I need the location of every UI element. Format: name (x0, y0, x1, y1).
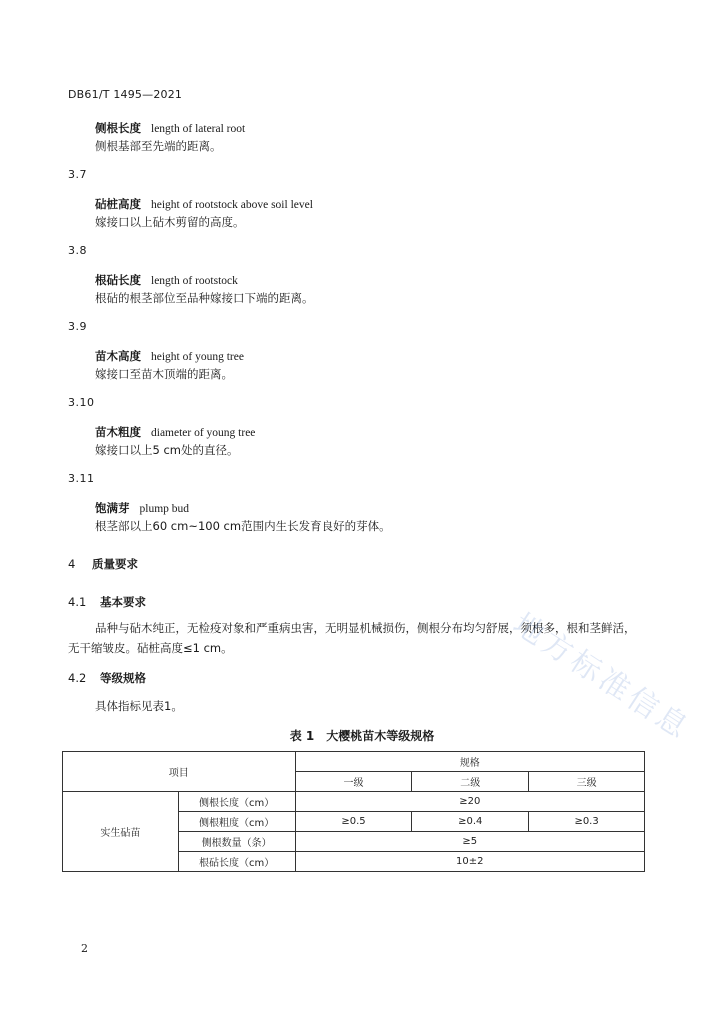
term-zh: 苗木高度 (95, 349, 141, 363)
grade-cell: 一级 (295, 772, 412, 792)
term-definition: 根茎部以上60 cm~100 cm范围内生长发育良好的芽体。 (95, 519, 391, 533)
term-young-tree-diameter (95, 424, 255, 440)
row-label-cell: 根砧长度（cm） (178, 852, 295, 872)
grade-spec-table (62, 751, 645, 872)
merged-value-cell: 10±2 (295, 852, 644, 872)
merged-value-cell: ≥5 (295, 832, 644, 852)
table-caption-number: 表 1 (289, 729, 315, 743)
term-rootstock-length (95, 272, 238, 288)
grade-spec-paragraph: 具体指标见表1。 (95, 699, 183, 713)
term-rootstock-height (95, 196, 313, 212)
term-en: length of lateral root (151, 123, 246, 135)
term-definition: 嫁接口以上5 cm处的直径。 (95, 443, 239, 457)
watermark: 地方标准信息 (506, 606, 697, 748)
row-label-cell: 侧根长度（cm） (178, 792, 295, 812)
basic-requirements-paragraph: 品种与砧木纯正，无检疫对象和严重病虫害，无明显机械损伤，侧根分布均匀舒展，须根多，根和茎鲜活，无干缩皱皮。砧桩高度≤1 cm。 (68, 621, 636, 655)
term-definition: 根砧的根茎部位至品种嫁接口下端的距离。 (95, 291, 314, 305)
term-young-tree-height (95, 348, 244, 364)
term-definition: 侧根基部至先端的距离。 (95, 139, 222, 153)
value-cell: ≥0.4 (412, 812, 529, 832)
section-number: 4.1 (68, 595, 87, 609)
group-label-cell: 实生砧苗 (63, 792, 179, 872)
section-heading-4-2 (68, 670, 146, 686)
clause-number: 3.10 (68, 396, 95, 409)
clause-number: 3.8 (68, 244, 87, 257)
merged-value-cell: ≥20 (295, 792, 644, 812)
term-en: height of young tree (151, 351, 244, 363)
section-title: 等级规格 (100, 671, 146, 685)
term-definition: 嫁接口至苗木顶端的距离。 (95, 367, 233, 381)
section-title: 基本要求 (100, 595, 146, 609)
term-plump-bud (95, 500, 189, 516)
value-cell: ≥0.3 (529, 812, 645, 832)
term-zh: 根砧长度 (95, 273, 141, 287)
clause-number: 3.11 (68, 472, 95, 485)
section-heading-4 (68, 556, 138, 572)
header-item-cell: 项目 (63, 752, 296, 792)
grade-cell: 三级 (529, 772, 645, 792)
term-en: length of rootstock (151, 275, 238, 287)
clause-number: 3.7 (68, 168, 87, 181)
term-definition: 嫁接口以上砧木剪留的高度。 (95, 215, 245, 229)
section-heading-4-1 (68, 594, 146, 610)
clause-number: 3.9 (68, 320, 87, 333)
page-number: 2 (81, 942, 88, 955)
term-lateral-root-length (95, 120, 245, 136)
standard-code-header: DB61/T 1495—2021 (68, 88, 183, 101)
term-zh: 饱满芽 (95, 501, 130, 515)
term-zh: 侧根长度 (95, 121, 141, 135)
table-caption (0, 727, 724, 744)
section-title: 质量要求 (92, 557, 138, 571)
term-zh: 砧桩高度 (95, 197, 141, 211)
term-en: plump bud (139, 503, 190, 515)
table-row (63, 792, 645, 812)
row-label-cell: 侧根粗度（cm） (178, 812, 295, 832)
table-caption-title: 大樱桃苗木等级规格 (326, 729, 435, 743)
section-number: 4 (68, 557, 76, 571)
term-zh: 苗木粗度 (95, 425, 141, 439)
grade-cell: 二级 (412, 772, 529, 792)
value-cell: ≥0.5 (295, 812, 412, 832)
term-en: height of rootstock above soil level (151, 199, 313, 211)
row-label-cell: 侧根数量（条） (178, 832, 295, 852)
header-spec-cell: 规格 (295, 752, 644, 772)
section-number: 4.2 (68, 671, 87, 685)
table-header-row (63, 752, 645, 772)
term-en: diameter of young tree (151, 427, 256, 439)
